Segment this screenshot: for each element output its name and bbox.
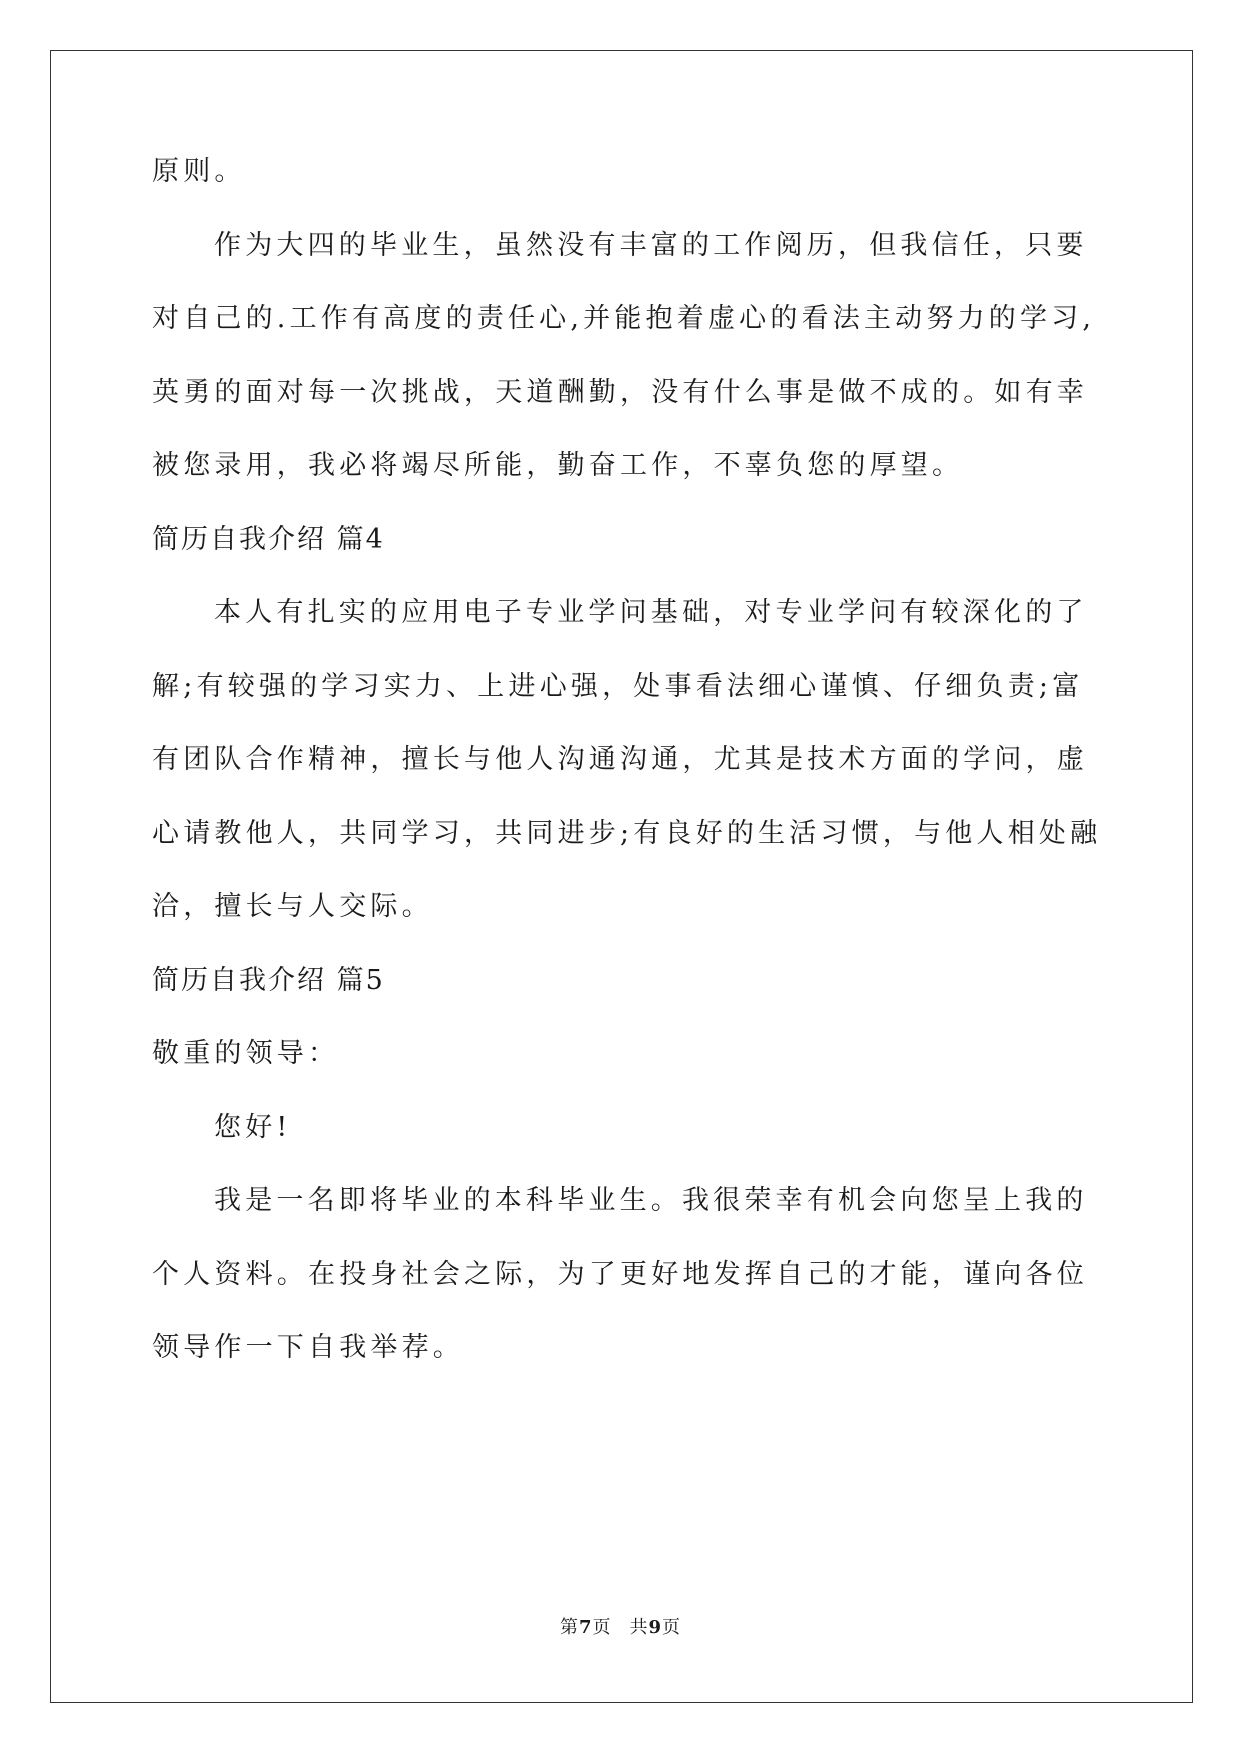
paragraph-line: 英勇的面对每一次挑战，天道酬勤，没有什么事是做不成的。如有幸 [152, 376, 1088, 408]
footer-total-prefix: 共 [629, 1617, 649, 1638]
footer-total-suffix: 页 [662, 1617, 682, 1638]
paragraph-line: 个人资料。在投身社会之际，为了更好地发挥自己的才能，谨向各位 [152, 1258, 1088, 1290]
paragraph-line: 心请教他人，共同学习，共同进步;有良好的生活习惯，与他人相处融 [152, 817, 1102, 849]
paragraph-line: 本人有扎实的应用电子专业学问基础，对专业学问有较深化的了 [214, 597, 1088, 628]
section-heading: 简历自我介绍 篇5 [152, 964, 385, 996]
footer-page-prefix: 第 [559, 1617, 579, 1638]
footer-current-page: 7 [578, 1617, 593, 1638]
paragraph-line: 原则。 [152, 156, 246, 187]
page-border [50, 50, 1193, 1703]
section-heading: 简历自我介绍 篇4 [152, 523, 385, 555]
paragraph-line: 我是一名即将毕业的本科毕业生。我很荣幸有机会向您呈上我的 [214, 1185, 1088, 1216]
paragraph-line: 有团队合作精神，擅长与他人沟通沟通，尤其是技术方面的学问，虚 [152, 744, 1088, 775]
paragraph-line: 被您录用，我必将竭尽所能，勤奋工作，不辜负您的厚望。 [152, 450, 964, 481]
footer-page-suffix: 页 [592, 1617, 612, 1638]
paragraph-line: 敬重的领导： [152, 1038, 340, 1069]
paragraph-line: 对自己的.工作有高度的责任心,并能抱着虚心的看法主动努力的学习, [152, 303, 1096, 334]
page-footer [0, 1616, 1241, 1640]
footer-total-pages: 9 [648, 1617, 663, 1638]
paragraph-line: 您好! [214, 1111, 292, 1143]
paragraph-line: 洽，擅长与人交际。 [152, 891, 433, 922]
paragraph-line: 解;有较强的学习实力、上进心强，处事看法细心谨慎、仔细负责;富 [152, 670, 1084, 702]
paragraph-line: 领导作一下自我举荐。 [152, 1332, 464, 1363]
paragraph-line: 作为大四的毕业生，虽然没有丰富的工作阅历，但我信任，只要 [214, 229, 1088, 261]
